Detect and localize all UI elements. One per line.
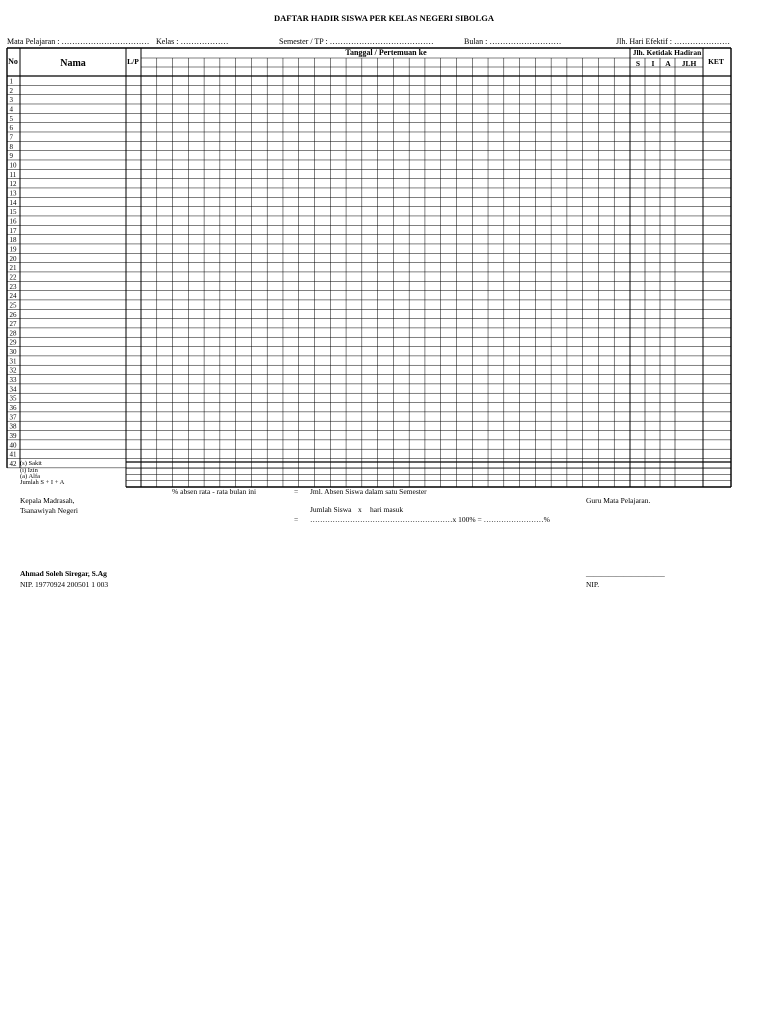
row-number: 21 [9, 264, 17, 273]
row-number: 5 [9, 114, 13, 123]
col-a-header: A [665, 59, 671, 68]
row-number: 42 [9, 460, 17, 469]
row-number: 29 [9, 338, 17, 347]
row-number: 25 [9, 301, 17, 310]
row-number: 34 [9, 385, 17, 394]
row-number: 4 [9, 105, 13, 114]
row-number: 11 [9, 170, 17, 179]
row-number: 16 [9, 217, 17, 226]
guru-title: Guru Mata Pelajaran. [586, 496, 651, 505]
col-lp-header: L/P [127, 57, 139, 66]
row-number: 10 [9, 161, 17, 170]
col-ketidakhadiran-header: Jlh. Ketidak Hadiran [632, 48, 702, 57]
row-numbers [10, 78, 18, 469]
row-number: 19 [9, 245, 17, 254]
jml-absen-label: Jml. Absen Siswa dalam satu Semester [310, 487, 427, 496]
multiply-sign: x [358, 505, 362, 514]
row-number: 23 [9, 282, 17, 291]
absen-rata-label: % absen rata - rata bulan ini [172, 487, 257, 496]
row-number: 2 [9, 86, 13, 95]
semester-field: Semester / TP : ………………………………… [279, 37, 434, 46]
kelas-field: Kelas : ……………… [156, 37, 229, 46]
row-number: 8 [9, 142, 13, 151]
table-grid [7, 48, 731, 487]
page-title: DAFTAR HADIR SISWA PER KELAS NEGERI SIBOLGA [274, 13, 494, 23]
row-number: 7 [9, 133, 13, 142]
legend-jumlah: Jumlah S + I + A [20, 479, 65, 486]
col-tanggal-header: Tanggal / Pertemuan ke [345, 48, 427, 57]
jumlah-siswa-label: Jumlah Siswa [310, 505, 352, 514]
bulan-field: Bulan : ……………………… [464, 37, 562, 46]
row-number: 17 [9, 226, 17, 235]
equals-sign-1: = [294, 487, 299, 496]
row-number: 22 [9, 273, 17, 282]
row-number: 40 [9, 441, 17, 450]
kepala-nip: NIP. 19770924 200501 1 003 [20, 580, 109, 589]
row-number: 1 [9, 77, 13, 86]
col-ket-header: KET [708, 57, 724, 66]
row-number: 20 [9, 254, 17, 263]
mata-pelajaran-field: Mata Pelajaran : …………………………… [7, 37, 150, 46]
row-number: 13 [9, 189, 17, 198]
legend-alfa: (a) Alfa [20, 473, 41, 480]
hari-masuk-label: hari masuk [370, 505, 404, 514]
row-number: 39 [9, 432, 17, 441]
row-number: 28 [9, 329, 17, 338]
row-number: 18 [9, 236, 17, 245]
legend-izin: (i) Izin [20, 467, 38, 474]
row-number: 41 [9, 450, 17, 459]
row-number: 37 [9, 413, 17, 422]
kepala-title-2: Tsanawiyah Negeri [20, 506, 78, 515]
col-s-header: S [635, 59, 641, 68]
col-nama-header: Nama [60, 58, 86, 69]
row-number: 33 [9, 376, 17, 385]
guru-signature-line: _____________________ [586, 569, 665, 578]
row-number: 32 [9, 366, 17, 375]
guru-nip: NIP. [586, 580, 600, 589]
equals-sign-2: = [294, 515, 299, 524]
kepala-name: Ahmad Soleh Siregar, S.Ag [20, 569, 107, 578]
col-no-header: No [8, 57, 18, 66]
col-i-header: I [651, 59, 655, 68]
row-number: 27 [9, 320, 17, 329]
row-number: 35 [9, 394, 17, 403]
row-number: 31 [9, 357, 17, 366]
row-number: 26 [9, 310, 17, 319]
col-jlh-header: JLH [681, 59, 697, 68]
row-number: 6 [9, 124, 13, 133]
hari-efektif-field: Jlh. Hari Efektif : ………………… [616, 37, 730, 46]
row-number: 15 [9, 208, 17, 217]
row-number: 36 [9, 404, 17, 413]
row-number: 24 [9, 292, 17, 301]
row-number: 30 [9, 348, 17, 357]
legend-sakit: (s) Sakit [20, 460, 42, 467]
percent-formula: …………………………………………………x 100% = ……………………% [310, 515, 550, 524]
row-number: 14 [9, 198, 17, 207]
kepala-title-1: Kepala Madrasah, [20, 496, 75, 505]
row-number: 12 [9, 180, 17, 189]
row-number: 9 [9, 152, 13, 161]
row-number: 3 [9, 96, 13, 105]
row-number: 38 [9, 422, 17, 431]
